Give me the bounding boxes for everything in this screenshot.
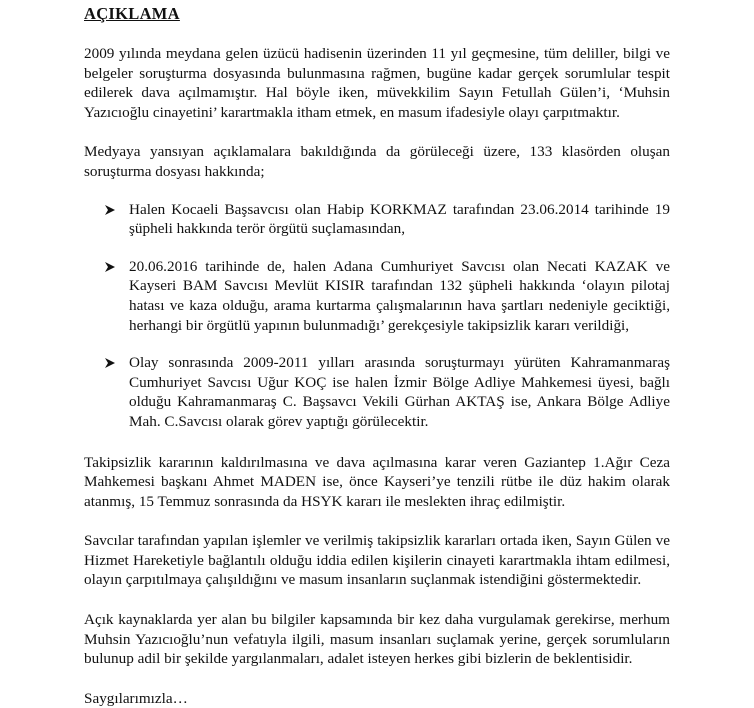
list-item-text: Halen Kocaeli Başsavcısı olan Habip KORKMAZ tarafından 23.06.2014 tarihinde 19 şüpheli hakkında terör örgütü suçlamasından,: [129, 200, 670, 238]
document-page: [84, 4, 670, 708]
open-sources-paragraph: Açık kaynaklarda yer alan bu bilgiler kapsamında bir kez daha vurgulamak gerekirse, merhum Muhsin Yazıcıoğlu’nun vefatıyla ilgili, masum insanları suçlamak yerine, gerçek sorumluların bulunup adil bir şekilde yargılanmaları, adalet isteyen herkes gibi bizlerin de beklentisidir.: [84, 611, 670, 668]
list-item-text: Olay sonrasında 2009-2011 yılları arasında soruşturmayı yürüten Kahramanmaraş Cumhuriyet Savcısı Uğur KOÇ ise halen İzmir Bölge Adliye Mahkemesi üyesi, bağlı olduğu Kahramanmaraş C. Başsavcı Vekili Gürhan AKTAŞ ise, Ankara Bölge Adliye Mah. C.Savcısı olarak görev yaptığı görülecektir.: [129, 354, 670, 430]
list-item: [84, 200, 670, 239]
court-paragraph: Takipsizlik kararının kaldırılmasına ve dava açılmasına karar veren Gaziantep 1.Ağır Ceza Mahkemesi başkanı Ahmet MADEN ise, önce Kayseri’ye tenzili rütbe ile düz hakim olarak atanmış, 15 Temmuz sonrasında da HSYK kararı ile meslekten ihraç edilmiştir.: [84, 453, 670, 510]
prosecutors-paragraph: Savcılar tarafından yapılan işlemler ve verilmiş takipsizlik kararları ortada iken, Sayın Gülen ve Hizmet Hareketiyle bağlantılı olduğu iddia edilen kişilerin cinayeti karartmakla ihtam edilmesi, olayın çarpıtılmaya çalışıldığını ve masum insanların suçlanmak istendiğini göstermektedir.: [84, 532, 670, 589]
arrow-head-bullet-icon: [104, 261, 116, 273]
list-item: [84, 353, 670, 431]
document-title: AÇIKLAMA: [84, 4, 180, 23]
intro-paragraph: 2009 yılında meydana gelen üzücü hadisenin üzerinden 11 yıl geçmesine, tüm deliller, bilgi ve belgeler soruşturma dosyasında bulunmasına rağmen, bugüne kadar gerçek sorumlular tespit edilerek dava açılmamıştır. Hal böyle iken, müvekkilim Sayın Fetullah Gülen’i, ‘Muhsin Yazıcıoğlu cinayetini’ karartmakla itham etmek, en masum ifadesiyle olayı çarpıtmaktır.: [84, 45, 670, 121]
list-item-text: 20.06.2016 tarihinde de, halen Adana Cumhuriyet Savcısı olan Necati KAZAK ve Kayseri BAM Savcısı Mevlüt KISIR tarafından 132 şüpheli hakkında ‘olayın pilotaj hatası ve kaza olduğu, arama kurtarma çalışmalarının hava şartları nedeniyle geciktiği, herhangi bir örgütlü yapının bulunmadığı’ gerekçesiyle takipsizlik kararı verildiği,: [129, 257, 670, 334]
list-item: [84, 257, 670, 335]
media-paragraph: Medyaya yansıyan açıklamalara bakıldığında da görüleceği üzere, 133 klasörden oluşan soruşturma dosyası hakkında;: [84, 143, 670, 180]
findings-list: [84, 200, 670, 432]
arrow-head-bullet-icon: [104, 357, 116, 369]
closing-line: Saygılarımızla…: [84, 689, 188, 707]
arrow-head-bullet-icon: [104, 204, 116, 216]
